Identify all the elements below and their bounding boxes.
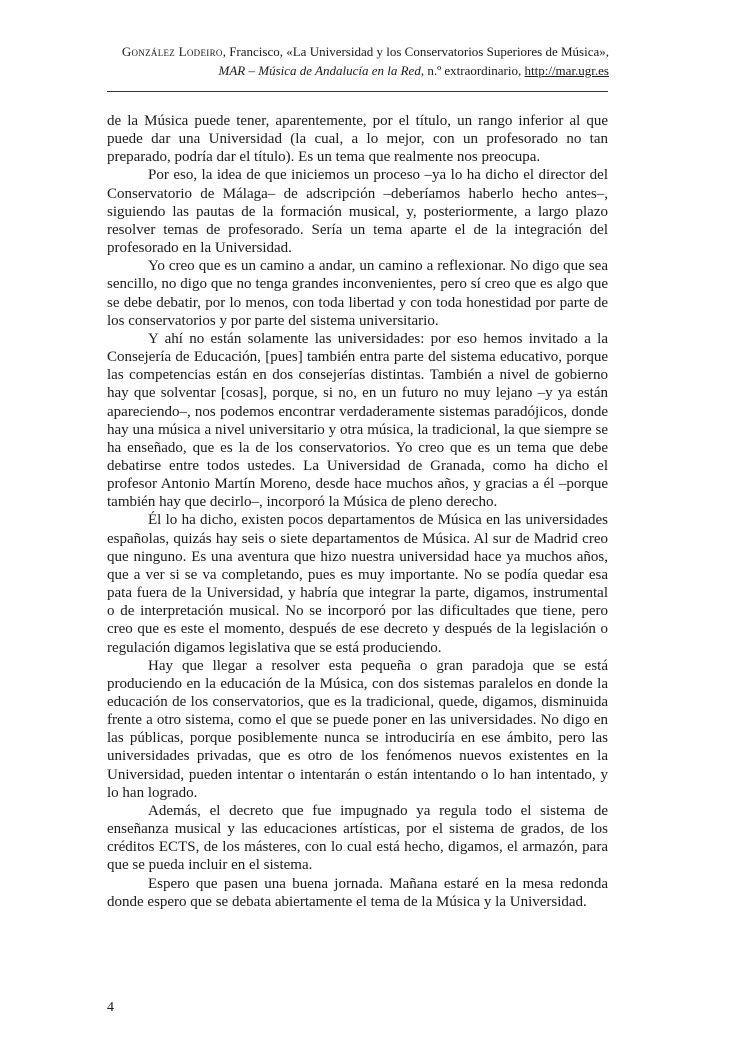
- paragraph: Yo creo que es un camino a andar, un camino a reflexionar. No digo que sea sencillo, no digo que no tenga grandes inconvenientes, pero sí creo que es algo que se debe debatir, por lo menos, con toda libertad y con toda honestidad por parte de los conservatorios y por parte del sistema universitario.: [107, 258, 608, 329]
- header-url-link[interactable]: http://mar.ugr.es: [524, 63, 609, 78]
- header-issue: n.º extraordinario,: [424, 63, 525, 78]
- header-journal-line: [122, 61, 609, 80]
- body-text: [107, 112, 608, 911]
- paragraph: Hay que llegar a resolver esta pequeña o gran paradoja que se está produciendo en la educación de la Música, con dos sistemas paralelos en donde la educación de los conservatorios, que es la tradicional, quede, digamos, disminuida frente a otro sistema, como el que se puede poner en las universidades. No digo en las públicas, porque posiblemente nunca se introduciría en ese ámbito, pero las universidades privadas, que es otro de los fenómenos nuevos existentes en la Universidad, pueden intentar o intentarán o están intentando o lo han intentado, y lo han logrado.: [107, 657, 608, 801]
- page-number: 4: [107, 1000, 114, 1015]
- paragraph: Él lo ha dicho, existen pocos departamentos de Música en las universidades españolas, quizás hay seis o siete departamentos de Música. Al sur de Madrid creo que ninguno. Es una aventura que hizo nuestra universidad hace ya muchos años, que a ver si se va completando, pues es muy importante. No se podía quedar esa pata fuera de la Universidad, y habría que integrar la parte, digamos, instrumental o de interpretación musical. No se incorporó por las dificultades que tiene, pero creo que es este el momento, después de ese decreto y después de la legislación o regulación digamos legislativa que se está produciendo.: [107, 512, 608, 656]
- header-journal: MAR – Música de Andalucía en la Red,: [218, 63, 425, 78]
- header-citation: , Francisco, «La Universidad y los Conservatorios Superiores de Música»,: [222, 44, 609, 59]
- header-rule: [107, 91, 608, 92]
- running-header: [122, 42, 609, 80]
- header-author: González Lodeiro: [121, 44, 223, 59]
- paragraph: Y ahí no están solamente las universidades: por eso hemos invitado a la Consejería de Educación, [pues] también entra parte del sistema educativo, porque las competencias están en dos consejerías distintas. También a nivel de gobierno hay que solventar [cosas], porque, si no, en un futuro no muy lejano –y ya están apareciendo–, nos podemos encontrar verdaderamente sistemas paradójicos, donde hay una música a nivel universitario y otra música, la tradicional, la que siempre se ha enseñado, que es la de los conservatorios. Yo creo que es un tema que debe debatirse entre todos ustedes. La Universidad de Granada, como ha dicho el profesor Antonio Martín Moreno, desde hace muchos años, y gracias a él –porque también hay que decirlo–, incorporó la Música de pleno derecho.: [107, 330, 608, 511]
- paragraph: Además, el decreto que fue impugnado ya regula todo el sistema de enseñanza musical y las educaciones artísticas, por el sistema de grados, de los créditos ECTS, de los másteres, con lo cual está hecho, digamos, el armazón, para que se pueda incluir en el sistema.: [107, 802, 608, 874]
- header-citation-line: [122, 42, 609, 61]
- paragraph: de la Música puede tener, aparentemente, por el título, un rango inferior al que puede dar una Universidad (la cual, a lo mejor, con un profesorado no tan preparado, podría dar el título). Es un tema que realmente nos preocupa.: [107, 113, 608, 166]
- paragraph: Por eso, la idea de que iniciemos un proceso –ya lo ha dicho el director del Conservatorio de Málaga– de adscripción –deberíamos haberlo hecho antes–, siguiendo las pautas de la formación musical, y, posteriormente, a largo plazo resolver temas de profesorado. Sería un tema aparte el de la integración del profesorado en la Universidad.: [107, 167, 608, 257]
- paragraph: Espero que pasen una buena jornada. Mañana estaré en la mesa redonda donde espero que se debata abiertamente el tema de la Música y la Universidad.: [107, 875, 608, 910]
